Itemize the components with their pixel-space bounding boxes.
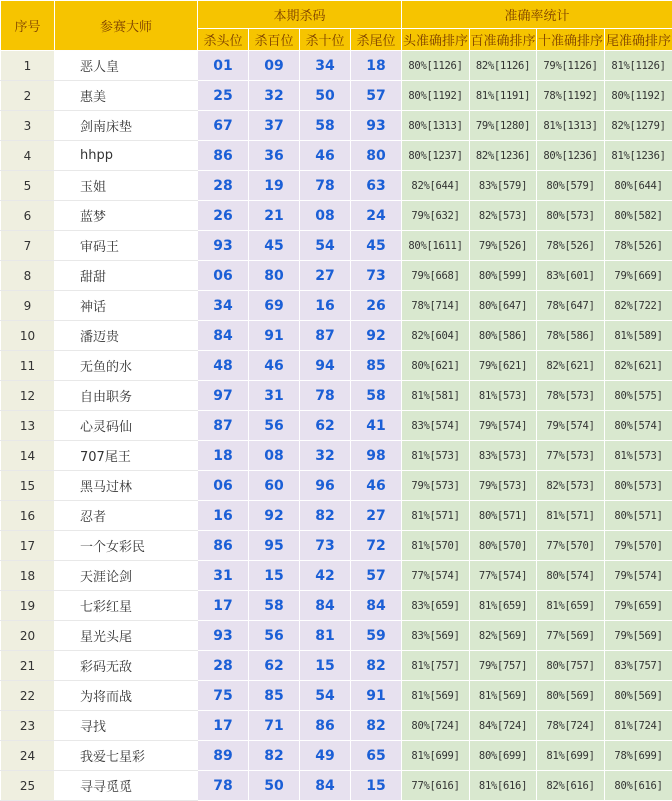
table-row (1, 471, 672, 501)
accuracy-stat: 79%[573] (402, 471, 470, 501)
table-row (1, 591, 672, 621)
row-seq: 25 (1, 771, 55, 801)
master-name: 心灵码仙 (55, 411, 198, 441)
master-name: 恶人皇 (55, 51, 198, 81)
master-name: 彩码无敌 (55, 651, 198, 681)
kill-number: 78 (300, 381, 351, 411)
accuracy-stat: 81%[589] (605, 321, 672, 351)
accuracy-stat: 82%[604] (402, 321, 470, 351)
master-name: 神话 (55, 291, 198, 321)
kill-number: 84 (300, 771, 351, 801)
kill-number: 06 (198, 471, 249, 501)
kill-number: 93 (198, 621, 249, 651)
kill-number: 48 (198, 351, 249, 381)
row-seq: 3 (1, 111, 55, 141)
kill-number: 57 (351, 561, 402, 591)
kill-number: 31 (249, 381, 300, 411)
kill-number: 73 (300, 531, 351, 561)
master-name: 寻找 (55, 711, 198, 741)
header-stat-col: 百准确排序 (470, 29, 537, 51)
table-row (1, 411, 672, 441)
accuracy-stat: 78%[699] (605, 741, 672, 771)
row-seq: 5 (1, 171, 55, 201)
accuracy-stat: 82%[722] (605, 291, 672, 321)
table-row (1, 531, 672, 561)
kill-number: 89 (198, 741, 249, 771)
kill-number: 78 (198, 771, 249, 801)
kill-number: 24 (351, 201, 402, 231)
kill-number: 26 (351, 291, 402, 321)
kill-number: 92 (249, 501, 300, 531)
accuracy-stat: 77%[616] (402, 771, 470, 801)
accuracy-stat: 80%[569] (537, 681, 605, 711)
kill-number: 01 (198, 51, 249, 81)
table-row (1, 291, 672, 321)
accuracy-stat: 81%[659] (537, 591, 605, 621)
accuracy-stat: 80%[573] (537, 201, 605, 231)
table-row (1, 441, 672, 471)
kill-number: 82 (351, 711, 402, 741)
accuracy-stat: 82%[569] (470, 621, 537, 651)
accuracy-stat: 82%[1126] (470, 51, 537, 81)
accuracy-stat: 81%[1191] (470, 81, 537, 111)
accuracy-stat: 81%[757] (402, 651, 470, 681)
accuracy-stat: 81%[724] (605, 711, 672, 741)
row-seq: 1 (1, 51, 55, 81)
kill-number: 34 (198, 291, 249, 321)
table-row (1, 351, 672, 381)
accuracy-stat: 80%[1611] (402, 231, 470, 261)
accuracy-stat: 82%[1279] (605, 111, 672, 141)
accuracy-stat: 80%[569] (605, 681, 672, 711)
kill-number: 84 (300, 591, 351, 621)
header-stat-col: 头准确排序 (402, 29, 470, 51)
accuracy-stat: 80%[1126] (402, 51, 470, 81)
kill-number: 17 (198, 591, 249, 621)
table-row (1, 651, 672, 681)
accuracy-stat: 78%[573] (537, 381, 605, 411)
accuracy-stat: 77%[569] (537, 621, 605, 651)
master-name: 七彩红星 (55, 591, 198, 621)
master-name: 黑马过林 (55, 471, 198, 501)
kill-number: 46 (249, 351, 300, 381)
accuracy-stat: 81%[573] (605, 441, 672, 471)
kill-number: 34 (300, 51, 351, 81)
kill-number: 08 (300, 201, 351, 231)
accuracy-stat: 77%[574] (402, 561, 470, 591)
kill-number: 84 (351, 591, 402, 621)
accuracy-stat: 81%[571] (537, 501, 605, 531)
kill-number: 15 (351, 771, 402, 801)
kill-number: 46 (351, 471, 402, 501)
master-name: 审码王 (55, 231, 198, 261)
kill-number: 28 (198, 651, 249, 681)
row-seq: 22 (1, 681, 55, 711)
accuracy-stat: 80%[582] (605, 201, 672, 231)
row-seq: 7 (1, 231, 55, 261)
accuracy-stat: 79%[632] (402, 201, 470, 231)
table-row (1, 231, 672, 261)
kill-number: 86 (198, 531, 249, 561)
accuracy-stat: 80%[575] (605, 381, 672, 411)
kill-number: 17 (198, 711, 249, 741)
row-seq: 24 (1, 741, 55, 771)
header-stat-col: 尾准确排序 (605, 29, 672, 51)
kill-number: 75 (198, 681, 249, 711)
accuracy-stat: 84%[724] (470, 711, 537, 741)
accuracy-stat: 80%[571] (605, 501, 672, 531)
row-seq: 9 (1, 291, 55, 321)
accuracy-stat: 80%[616] (605, 771, 672, 801)
accuracy-stat: 82%[644] (402, 171, 470, 201)
accuracy-stat: 81%[659] (470, 591, 537, 621)
accuracy-stat: 79%[574] (605, 561, 672, 591)
kill-number: 45 (249, 231, 300, 261)
accuracy-stat: 83%[574] (402, 411, 470, 441)
accuracy-stat: 79%[569] (605, 621, 672, 651)
kill-number: 32 (249, 81, 300, 111)
kill-number: 81 (300, 621, 351, 651)
kill-number: 28 (198, 171, 249, 201)
header-kill-col: 杀十位 (300, 29, 351, 51)
accuracy-stat: 79%[574] (537, 411, 605, 441)
accuracy-stat: 81%[569] (470, 681, 537, 711)
table-row (1, 501, 672, 531)
accuracy-stat: 80%[647] (470, 291, 537, 321)
accuracy-stat: 80%[1192] (605, 81, 672, 111)
kill-number: 19 (249, 171, 300, 201)
kill-number: 15 (249, 561, 300, 591)
accuracy-stat: 81%[581] (402, 381, 470, 411)
kill-number: 56 (249, 621, 300, 651)
accuracy-stat: 78%[526] (605, 231, 672, 261)
accuracy-stat: 80%[570] (470, 531, 537, 561)
master-name: 自由职务 (55, 381, 198, 411)
accuracy-stat: 82%[1236] (470, 141, 537, 171)
accuracy-stat: 82%[573] (470, 201, 537, 231)
kill-number: 92 (351, 321, 402, 351)
accuracy-stat: 83%[573] (470, 441, 537, 471)
kill-number: 27 (351, 501, 402, 531)
accuracy-stat: 81%[699] (402, 741, 470, 771)
row-seq: 18 (1, 561, 55, 591)
accuracy-stat: 78%[1192] (537, 81, 605, 111)
accuracy-stat: 81%[570] (402, 531, 470, 561)
accuracy-stat: 77%[570] (537, 531, 605, 561)
kill-number: 86 (198, 141, 249, 171)
kill-number: 37 (249, 111, 300, 141)
accuracy-stat: 81%[571] (402, 501, 470, 531)
table-row (1, 711, 672, 741)
kill-number: 57 (351, 81, 402, 111)
master-name: 一个女彩民 (55, 531, 198, 561)
kill-number: 65 (351, 741, 402, 771)
header-stat-group: 准确率统计 (402, 1, 672, 29)
row-seq: 20 (1, 621, 55, 651)
accuracy-stat: 77%[573] (537, 441, 605, 471)
table-row (1, 141, 672, 171)
table-row (1, 621, 672, 651)
kill-number: 16 (198, 501, 249, 531)
kill-number: 87 (198, 411, 249, 441)
row-seq: 17 (1, 531, 55, 561)
header-kill-col: 杀百位 (249, 29, 300, 51)
master-name: 天涯论剑 (55, 561, 198, 591)
row-seq: 6 (1, 201, 55, 231)
kill-number: 60 (249, 471, 300, 501)
kill-number: 95 (249, 531, 300, 561)
accuracy-stat: 80%[599] (470, 261, 537, 291)
accuracy-stat: 80%[724] (402, 711, 470, 741)
accuracy-stat: 79%[573] (470, 471, 537, 501)
kill-number: 80 (351, 141, 402, 171)
kill-number: 42 (300, 561, 351, 591)
kill-number: 06 (198, 261, 249, 291)
header-stat-col: 十准确排序 (537, 29, 605, 51)
table-row (1, 771, 672, 801)
row-seq: 15 (1, 471, 55, 501)
kill-number: 71 (249, 711, 300, 741)
kill-number: 18 (198, 441, 249, 471)
header-master: 参赛大师 (55, 1, 198, 51)
accuracy-stat: 83%[569] (402, 621, 470, 651)
accuracy-stat: 83%[757] (605, 651, 672, 681)
kill-number: 26 (198, 201, 249, 231)
kill-number: 50 (300, 81, 351, 111)
accuracy-stat: 80%[574] (605, 411, 672, 441)
kill-number: 93 (198, 231, 249, 261)
accuracy-stat: 81%[1313] (537, 111, 605, 141)
kill-number: 27 (300, 261, 351, 291)
table-row (1, 321, 672, 351)
accuracy-stat: 80%[1313] (402, 111, 470, 141)
accuracy-stat: 79%[570] (605, 531, 672, 561)
master-name: 甜甜 (55, 261, 198, 291)
accuracy-stat: 80%[644] (605, 171, 672, 201)
kill-number: 36 (249, 141, 300, 171)
kill-number: 93 (351, 111, 402, 141)
master-name: 我爱七星彩 (55, 741, 198, 771)
kill-number: 87 (300, 321, 351, 351)
kill-number: 18 (351, 51, 402, 81)
accuracy-stat: 78%[714] (402, 291, 470, 321)
kill-number: 82 (249, 741, 300, 771)
table-row (1, 681, 672, 711)
accuracy-stat: 81%[569] (402, 681, 470, 711)
kill-number: 54 (300, 681, 351, 711)
kill-number: 97 (198, 381, 249, 411)
accuracy-stat: 81%[573] (470, 381, 537, 411)
table-body (1, 51, 672, 801)
kill-number: 94 (300, 351, 351, 381)
kill-number: 45 (351, 231, 402, 261)
table-row (1, 51, 672, 81)
kill-number: 72 (351, 531, 402, 561)
kill-number: 69 (249, 291, 300, 321)
accuracy-stat: 80%[757] (537, 651, 605, 681)
accuracy-stat: 79%[1280] (470, 111, 537, 141)
kill-number: 63 (351, 171, 402, 201)
row-seq: 10 (1, 321, 55, 351)
master-name: 惠美 (55, 81, 198, 111)
table-row (1, 561, 672, 591)
row-seq: 14 (1, 441, 55, 471)
accuracy-stat: 78%[647] (537, 291, 605, 321)
kill-number: 21 (249, 201, 300, 231)
table-row (1, 201, 672, 231)
accuracy-stat: 83%[579] (470, 171, 537, 201)
kill-number: 78 (300, 171, 351, 201)
header-kill-col: 杀头位 (198, 29, 249, 51)
accuracy-stat: 80%[579] (537, 171, 605, 201)
kill-number: 98 (351, 441, 402, 471)
master-name: 无鱼的水 (55, 351, 198, 381)
row-seq: 12 (1, 381, 55, 411)
kill-number: 62 (249, 651, 300, 681)
header-seq: 序号 (1, 1, 55, 51)
row-seq: 16 (1, 501, 55, 531)
master-name: 星光头尾 (55, 621, 198, 651)
kill-number: 84 (198, 321, 249, 351)
accuracy-stat: 80%[1192] (402, 81, 470, 111)
row-seq: 11 (1, 351, 55, 381)
kill-number: 49 (300, 741, 351, 771)
master-name: 寻寻觅觅 (55, 771, 198, 801)
master-name: hhpp (55, 141, 198, 171)
accuracy-stat: 80%[586] (470, 321, 537, 351)
accuracy-stat: 81%[616] (470, 771, 537, 801)
header-kill-col: 杀尾位 (351, 29, 402, 51)
row-seq: 21 (1, 651, 55, 681)
master-name: 为将而战 (55, 681, 198, 711)
table-row (1, 171, 672, 201)
accuracy-stat: 82%[573] (537, 471, 605, 501)
master-name: 忍者 (55, 501, 198, 531)
kill-number: 46 (300, 141, 351, 171)
kill-number: 96 (300, 471, 351, 501)
accuracy-stat: 79%[1126] (537, 51, 605, 81)
kill-number: 41 (351, 411, 402, 441)
accuracy-stat: 80%[621] (402, 351, 470, 381)
row-seq: 19 (1, 591, 55, 621)
kill-number: 54 (300, 231, 351, 261)
accuracy-stat: 80%[571] (470, 501, 537, 531)
master-name: 玉姐 (55, 171, 198, 201)
kill-number: 62 (300, 411, 351, 441)
accuracy-stat: 78%[586] (537, 321, 605, 351)
kill-number: 50 (249, 771, 300, 801)
accuracy-stat: 80%[1236] (537, 141, 605, 171)
accuracy-stat: 79%[621] (470, 351, 537, 381)
table-row (1, 111, 672, 141)
table-header (1, 1, 672, 51)
kill-number: 82 (300, 501, 351, 531)
kill-number: 16 (300, 291, 351, 321)
kill-number: 56 (249, 411, 300, 441)
kill-number: 80 (249, 261, 300, 291)
kill-number: 59 (351, 621, 402, 651)
header-kill-group: 本期杀码 (198, 1, 402, 29)
row-seq: 4 (1, 141, 55, 171)
kill-number: 85 (351, 351, 402, 381)
accuracy-stat: 79%[669] (605, 261, 672, 291)
kill-number: 09 (249, 51, 300, 81)
accuracy-stat: 83%[601] (537, 261, 605, 291)
table-row (1, 261, 672, 291)
kill-number: 25 (198, 81, 249, 111)
kill-number: 31 (198, 561, 249, 591)
accuracy-stat: 78%[724] (537, 711, 605, 741)
accuracy-stat: 80%[573] (605, 471, 672, 501)
row-seq: 2 (1, 81, 55, 111)
kill-number: 15 (300, 651, 351, 681)
accuracy-stat: 82%[616] (537, 771, 605, 801)
accuracy-stat: 81%[1236] (605, 141, 672, 171)
row-seq: 8 (1, 261, 55, 291)
kill-number: 32 (300, 441, 351, 471)
row-seq: 13 (1, 411, 55, 441)
accuracy-stat: 81%[1126] (605, 51, 672, 81)
accuracy-stat: 82%[621] (537, 351, 605, 381)
accuracy-stat: 82%[621] (605, 351, 672, 381)
accuracy-stat: 77%[574] (470, 561, 537, 591)
kill-number: 91 (249, 321, 300, 351)
accuracy-stat: 79%[757] (470, 651, 537, 681)
master-name: 潘迈贵 (55, 321, 198, 351)
accuracy-stat: 79%[668] (402, 261, 470, 291)
accuracy-stat: 81%[699] (537, 741, 605, 771)
table-row (1, 81, 672, 111)
master-name: 707尾王 (55, 441, 198, 471)
table-row (1, 381, 672, 411)
master-name: 蓝梦 (55, 201, 198, 231)
kill-number: 58 (351, 381, 402, 411)
kill-number: 58 (249, 591, 300, 621)
kill-number: 73 (351, 261, 402, 291)
accuracy-stat: 79%[574] (470, 411, 537, 441)
accuracy-stat: 80%[1237] (402, 141, 470, 171)
master-name: 剑南床垫 (55, 111, 198, 141)
accuracy-stat: 83%[659] (402, 591, 470, 621)
kill-number: 91 (351, 681, 402, 711)
kill-number: 08 (249, 441, 300, 471)
kill-number: 85 (249, 681, 300, 711)
kill-number: 58 (300, 111, 351, 141)
accuracy-stat: 79%[659] (605, 591, 672, 621)
row-seq: 23 (1, 711, 55, 741)
kill-number: 86 (300, 711, 351, 741)
kill-number: 67 (198, 111, 249, 141)
accuracy-stat: 81%[573] (402, 441, 470, 471)
accuracy-stat: 80%[574] (537, 561, 605, 591)
accuracy-stat: 79%[526] (470, 231, 537, 261)
kill-number: 82 (351, 651, 402, 681)
accuracy-stat: 80%[699] (470, 741, 537, 771)
accuracy-stat: 78%[526] (537, 231, 605, 261)
table-row (1, 741, 672, 771)
